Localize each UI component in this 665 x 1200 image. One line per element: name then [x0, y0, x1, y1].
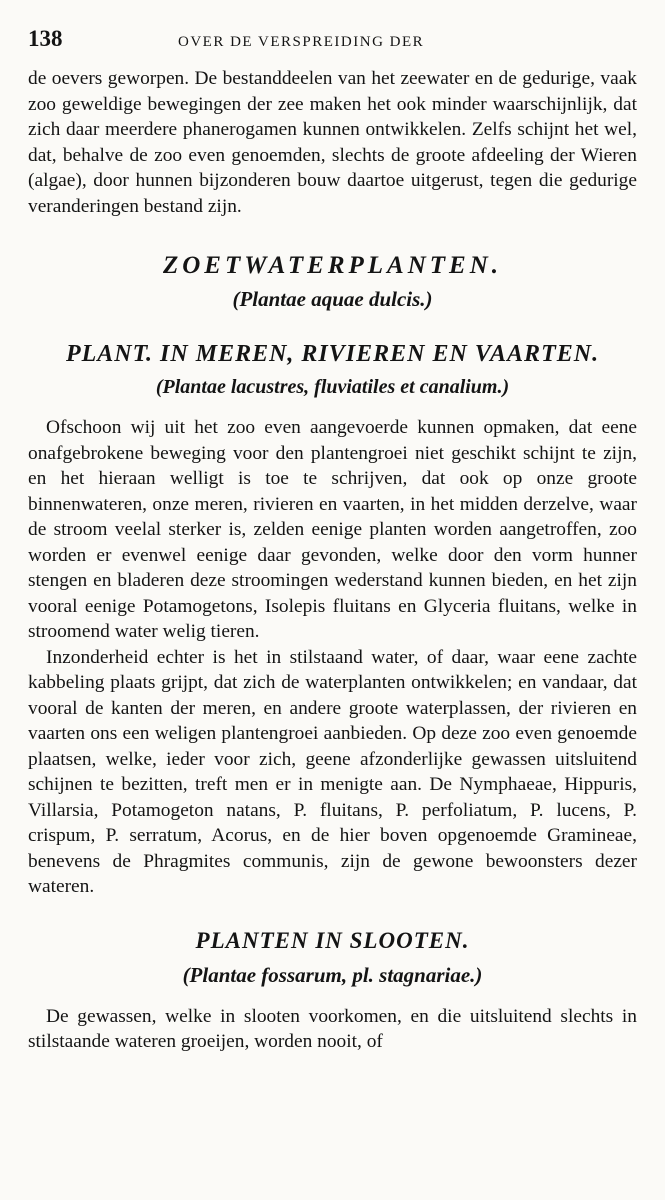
paragraph-currents: Ofschoon wij uit het zoo even aangevoerde kunnen opmaken, dat eene onafgebrokene beweging voor den plantengroei niet geschikt schijnt te zijn, en het hieraan welligt is toe te schrijven, dat ook op onze groote binnenwateren, onze meren, rivieren en vaarten, in het midden derzelve, waar de stroom veelal sterker is, zelden eenige planten worden aangetroffen, zoo worden er evenwel eenige daar gevonden, welke door den vorm hunner stengen en bladeren deze stroomingen wederstand kunnen bieden, en het zijn vooral eenige Potamogetons, Isolepis fluitans en Glyceria fluitans, welke in stroomend water welig tieren.	[28, 417, 637, 642]
page-header	[28, 26, 637, 66]
paragraph-intro: de oevers geworpen. De bestanddeelen van het zeewater en de gedurige, vaak zoo geweldige bewegingen der zee maken het ook minder waarschijnlijk, dat zich daar meerdere phanerogamen kunnen ontwikkelen. Zelfs schijnt het wel, dat, behalve de zoo even genoemden, slechts de groote afdeeling der Wieren (algae), door hunnen bijzonderen bouw daartoe uitgerust, tegen die gedurige veranderingen bestand zijn.	[28, 68, 637, 217]
running-head: OVER DE VERSPREIDING DER	[178, 34, 425, 50]
heading-ditch-plants: PLANTEN IN SLOOTEN.	[195, 927, 470, 953]
paragraph-still-water: Inzonderheid echter is het in stilstaand water, of daar, waar eene zachte kabbeling plaats grijpt, dat zich de waterplanten ontwikkelen; en vandaar, dat vooral de kanten der meren, en andere groote waterplassen, der rivieren en vaarten ons een weligen plantengroei aanbieden. Op deze zoo even genoemde plaatsen, welke, ieder voor zich, geene afzonderlijke gewassen uitsluitend schijnen te bezitten, treft men er in menigte aan. De Nymphaeae, Hippuris, Villarsia, Potamogeton natans, P. fluitans, P. perfoliatum, P. lucens, P. crispum, P. serratum, Acorus, en de hier boven opgenoemde Gramineae, benevens de Phragmites communis, zijn de gewone bewoonsters dezer wateren.	[28, 646, 637, 897]
paragraph-ditches: De gewassen, welke in slooten voorkomen, en die uitsluitend slechts in stilstaande wateren groeijen, worden nooit, of	[28, 1005, 637, 1052]
heading-freshwater-plants: ZOETWATERPLANTEN.	[162, 252, 503, 279]
page-number: 138	[28, 26, 63, 51]
heading-lakes-rivers-canals-latin: (Plantae lacustres, fluviatiles et canalium.)	[155, 376, 510, 398]
heading-ditch-plants-latin: (Plantae fossarum, pl. stagnariae.)	[182, 962, 483, 987]
heading-lakes-rivers-canals: PLANT. IN MEREN, RIVIEREN EN VAARTEN.	[65, 341, 600, 367]
heading-freshwater-plants-latin: (Plantae aquae dulcis.)	[232, 287, 433, 311]
